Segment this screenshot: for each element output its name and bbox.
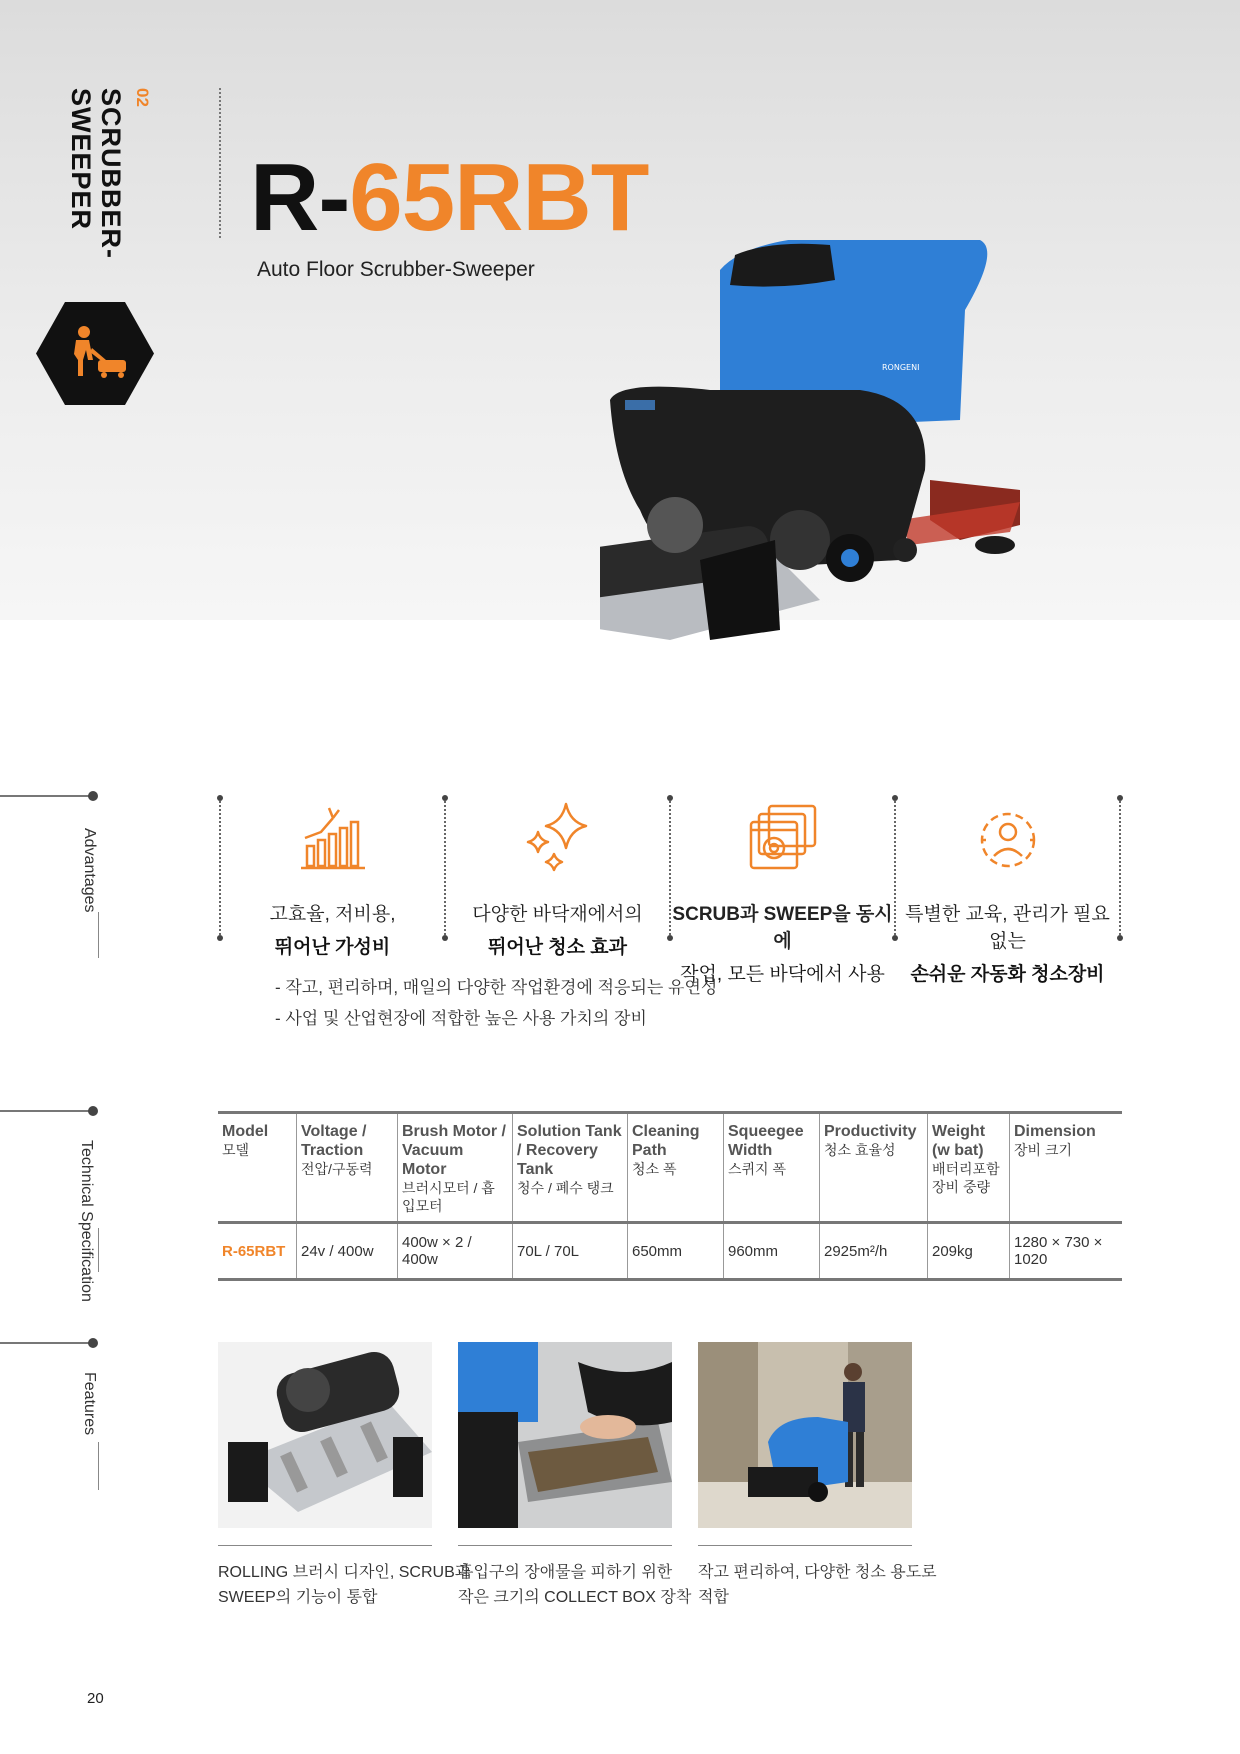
feature-photo-usage (698, 1342, 912, 1528)
advantages-line (98, 912, 99, 958)
spec-cell-model: R-65RBT (218, 1223, 297, 1280)
worker-machine-icon (36, 302, 154, 405)
caption-rule (698, 1545, 912, 1546)
advantage-item: 특별한 교육, 관리가 필요 없는 손쉬운 자동화 청소장비 (895, 798, 1120, 986)
spec-cell: 24v / 400w (297, 1223, 398, 1280)
spec-header: Squeegee Width 스퀴지 폭 (724, 1113, 820, 1223)
advantages-rule (0, 795, 92, 797)
spec-header: Productivity 청소 효율성 (820, 1113, 928, 1223)
svg-text:RONGENI: RONGENI (882, 363, 920, 372)
features-rule (0, 1342, 92, 1344)
spec-cell: 650mm (628, 1223, 724, 1280)
spec-header: Cleaning Path 청소 폭 (628, 1113, 724, 1223)
spec-rule (0, 1110, 92, 1112)
feature-photo-collectbox (458, 1342, 672, 1528)
spec-header: Model 모델 (218, 1113, 297, 1223)
spec-cell: 960mm (724, 1223, 820, 1280)
model-subtitle: Auto Floor Scrubber-Sweeper (257, 258, 535, 281)
spec-cell: 1280 × 730 × 1020 (1010, 1223, 1123, 1280)
spec-cell: 209kg (928, 1223, 1010, 1280)
spec-header-row (218, 1113, 1122, 1223)
spec-cell: 70L / 70L (513, 1223, 628, 1280)
spec-line (98, 1228, 99, 1272)
sparkle-icon (518, 798, 598, 878)
gear-window-icon (743, 798, 823, 878)
spec-cell: 2925m²/h (820, 1223, 928, 1280)
caption-rule (458, 1545, 672, 1546)
scrubber-machine-image (600, 240, 1150, 710)
features-line (98, 1442, 99, 1490)
feature-caption: ROLLING 브러시 디자인, SCRUB과 SWEEP의 기능이 통합 (218, 1564, 471, 1606)
bullet-text: - 작고, 편리하며, 매일의 다양한 작업환경에 적응되는 유연성 (275, 978, 718, 997)
bullet-text: - 사업 및 산업현장에 적합한 높은 사용 가치의 장비 (275, 1009, 647, 1028)
advantages-label: Advantages (81, 828, 98, 913)
service-gear-icon (968, 798, 1048, 878)
feature-caption: 흡입구의 장애물을 피하기 위한 작은 크기의 COLLECT BOX 장착 (458, 1564, 692, 1606)
spec-header: Solution Tank / Recovery Tank 청수 / 폐수 탱크 (513, 1113, 628, 1223)
table-row (218, 1223, 1122, 1280)
spec-cell: 400w × 2 / 400w (398, 1223, 513, 1280)
spec-header: Voltage / Traction 전압/구동력 (297, 1113, 398, 1223)
feature-photo-brush (218, 1342, 432, 1528)
spec-header: Dimension 장비 크기 (1010, 1113, 1123, 1223)
advantage-item: 다양한 바닥재에서의 뛰어난 청소 효과 (445, 798, 670, 959)
spec-table (218, 1111, 1122, 1281)
section-number: 02 (133, 88, 152, 107)
model-title: R-65RBT (250, 144, 649, 251)
advantage-item: 고효율, 저비용, 뛰어난 가성비 (220, 798, 445, 959)
growth-chart-icon (293, 798, 373, 878)
spec-header: Weight (w bat) 배터리포함 장비 중량 (928, 1113, 1010, 1223)
spec-label: Technical Specification (78, 1140, 95, 1302)
section-title-line1: SCRUBBER- (96, 88, 126, 259)
advantage-item: SCRUB과 SWEEP을 동시에 작업, 모든 바닥에서 사용 (670, 798, 895, 986)
feature-caption: 작고 편리하여, 다양한 청소 용도로 적합 (698, 1564, 937, 1606)
section-title-line2: SWEEPER (66, 88, 96, 231)
features-label: Features (81, 1372, 98, 1436)
page-number: 20 (87, 1690, 104, 1707)
title-divider (219, 88, 221, 238)
caption-rule (218, 1545, 432, 1546)
spec-header: Brush Motor / Vacuum Motor 브러시모터 / 흡입모터 (398, 1113, 513, 1223)
